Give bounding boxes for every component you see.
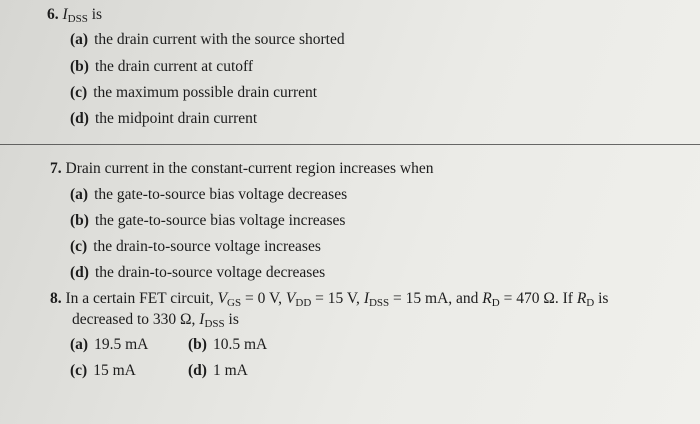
- q6-option-b: (b) the drain current at cutoff: [70, 58, 254, 75]
- divider-line: [0, 144, 700, 145]
- q8-option-a: (a) 19.5 mA: [70, 336, 149, 353]
- q8-option-d: (d) 1 mA: [188, 362, 248, 379]
- q8-stem-line1: 8. In a certain FET circuit, $V_{GS} = 0$ V, $V_{DD} = 15$ V, $I_{DSS} = 15$ mA, and $R_D = 470$ Ω. If $R_D$ is: [50, 290, 609, 309]
- q6-stem-text: is: [87, 6, 103, 23]
- q7-option-c: (c) the drain-to-source voltage increases: [70, 238, 321, 255]
- q7-option-b: (b) the gate-to-source bias voltage increases: [70, 212, 346, 229]
- q8-option-c: (c) 15 mA: [70, 362, 136, 379]
- q8-number: 8.: [50, 290, 62, 307]
- q6-number: 6.: [47, 6, 59, 23]
- q7-stem: [50, 160, 433, 178]
- q7-option-d: (d) the drain-to-source voltage decreases: [70, 264, 326, 281]
- q7-number: 7.: [50, 160, 62, 177]
- q7-option-a: (a) the gate-to-source bias voltage decreases: [70, 186, 348, 203]
- q6-stem: [47, 6, 102, 24]
- q8-stem-line2: decreased to 330 Ω, $I_{DSS}$ is: [72, 311, 239, 330]
- q7-stem-text: Drain current in the constant-current region increases when: [65, 160, 434, 177]
- q6-sub: DSS: [67, 13, 88, 25]
- q6-option-a: (a) the drain current with the source shorted: [70, 31, 345, 48]
- q8-option-b: (b) 10.5 mA: [188, 336, 268, 353]
- q6-option-c: (c) the maximum possible drain current: [70, 84, 318, 101]
- q6-var: I: [62, 6, 68, 23]
- q6-option-d: (d) the midpoint drain current: [70, 110, 258, 127]
